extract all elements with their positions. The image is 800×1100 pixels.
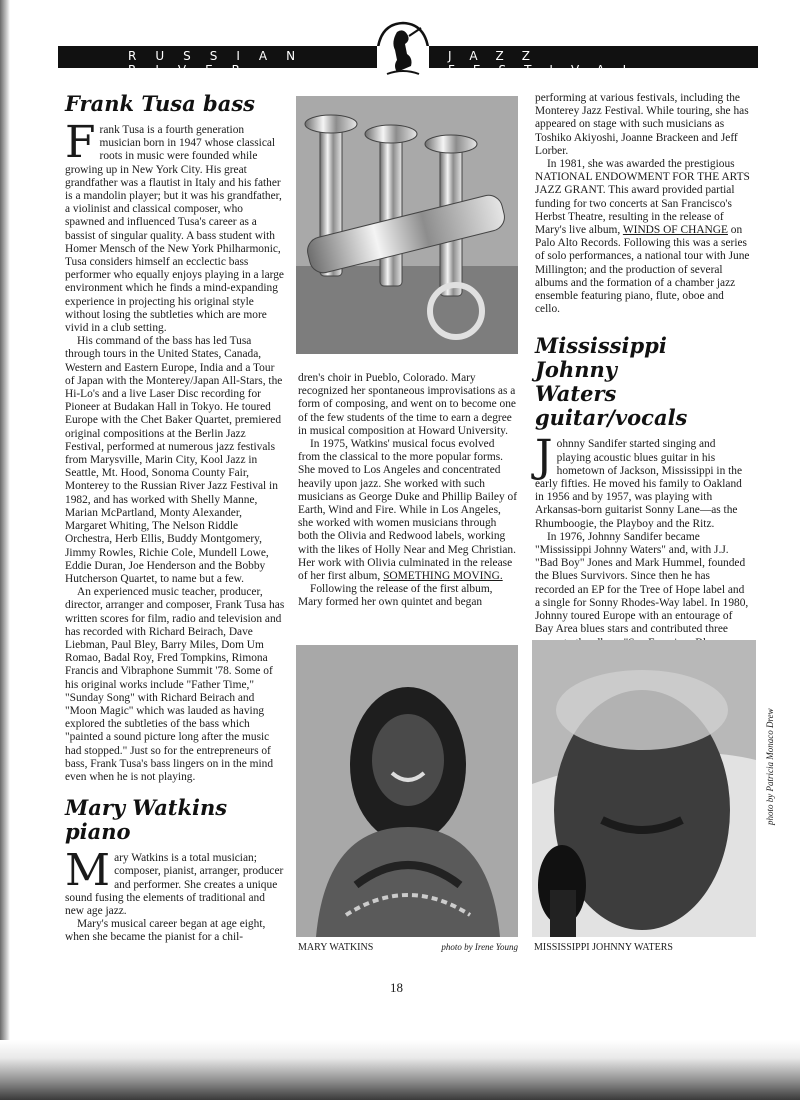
mary-watkins-paragraph <box>298 438 518 583</box>
paragraph-text: on Palo Alto Records. Following this was a series of solo performances, a national tour with June Millington; and the production of several albums and the formation of a chamber jazz ensemble featuring piano, flute, oboe and cello. <box>535 224 750 316</box>
frank-tusa-heading: Frank Tusa bass <box>65 91 255 116</box>
column-3 <box>535 92 751 676</box>
paragraph-text: In 1975, Watkins' musical focus evolved from the classical to the more popular forms. She moved to Los Angeles and concentrated heavily upon jazz. She worked with such musicians as George Duke and Phillip Bailey of Earth, Wind and Fire. While in Los Angeles, she worked with women musicians through both the Olivia and Redwood labels, working with the likes of Holly Near and Meg Christian. Her work with Olivia culminated in the release of her first album, <box>298 438 518 583</box>
mary-watkins-paragraph: Following the release of the first album, Mary formed her own quintet and began <box>298 583 493 609</box>
page-number: 18 <box>390 980 403 995</box>
mary-watkins-paragraph: performing at various festivals, including the Monterey Jazz Festival. While touring, she has appeared on stage with such musicians as Toshiko Akiyoshi, Joanne Brackeen and Jeff Lorber. <box>535 92 749 157</box>
johnny-waters-photo-credit: photo by Patricia Monaco Drew <box>765 708 775 825</box>
mary-watkins-heading: Mary Watkins piano <box>65 795 228 845</box>
frank-tusa-paragraph: rank Tusa is a fourth generation musician born in 1947 whose classical roots in music were founded while growing up in New York City. His great grandfather was a flautist in Italy and his father is a mandolin player; but it was his grandfather, a violinist and classical composer, who spawned and influenced Tusa's career as a bassist of singular quality. A bass student with Homer Mensch of the New York Philharmonic, Tusa considers himself an ecclectic bass performer who equally enjoys playing in a large environment which he finds a mind-expanding experience in projecting his original style without losing the subtleties which are more vivid in a club setting. <box>65 124 284 335</box>
mary-watkins-dropcap: M <box>65 845 111 897</box>
scan-edge-bottom <box>0 1040 800 1100</box>
heading-line: Mississippi Johnny <box>535 333 667 383</box>
album-title: SOMETHING MOVING. <box>383 570 503 583</box>
johnny-waters-dropcap: J <box>535 431 553 483</box>
banner-left-text: RUSSIAN RIVER <box>128 49 315 77</box>
trumpet-valves-photo <box>296 96 518 354</box>
frank-tusa-dropcap: F <box>65 117 96 168</box>
mary-watkins-photo <box>296 645 518 937</box>
frank-tusa-paragraph: His command of the bass has led Tusa through tours in the United States, Canada, Western and Eastern Europe, India and a Tour of Japan with the Monterey/Japan All-Stars, the Hi-Lo's and a live Laser Disc recording for Pioneer at Budakan Hall in Tokyo. He toured Europe with the Chet Baker Quartet, premiered original compositions at the Berlin Jazz Festival, performed at numerous jazz festivals from Marysville, Marin City, Kool Jazz in Seattle, Mt. Hood, Sonoma County Fair, Monterey to the Russian River Jazz Festival in 1982, and has worked with Shelly Manne, Marian McPartland, Monty Alexander, Margaret Whiting, The Nelson Riddle Orchestra, Herb Ellis, Buddy Montgomery, Jimmy Rowles, Richie Cole, Mundell Lowe, Eddie Duran, Joe Henderson and the Bobby Hutcherson Quartet, to name but a few. <box>65 335 283 585</box>
mary-watkins-photo-credit: photo by Irene Young <box>441 942 518 952</box>
scan-edge-left <box>0 0 10 1100</box>
mary-watkins-caption: MARY WATKINS <box>298 942 374 953</box>
johnny-waters-photo <box>532 640 756 937</box>
banner-right-text: JAZZ FESTIVAL <box>448 49 648 77</box>
saxophone-player-logo <box>373 20 433 78</box>
frank-tusa-paragraph: An experienced music teacher, producer, director, arranger and composer, Frank Tusa has written scores for film, radio and television and has recorded with Richard Beirach, Dave Liebman, Paul Bley, Barry Miles, Dom Um Romao, Badal Roy, Fred Tompkins, Rimona Francis and Vibraphone Summit '78. Some of his original works include "Father Time," "Sunday Song" with Richard Beirach and "Moon Magic" which was lauded as having explored the subtleties of the bass which "painted a sound picture long after the music had stopped." Just so for the entrepreneurs of bass, Frank Tusa's bass lingers on in the mind even when he is not playing. <box>65 586 285 783</box>
column-1 <box>65 92 285 945</box>
column-2 <box>298 372 518 610</box>
album-title: WINDS OF CHANGE <box>622 224 728 237</box>
johnny-waters-paragraph: ohnny Sandifer started singing and playing acoustic blues guitar in his hometown of Jackson, Mississippi in the early fifties. He moved his family to Oakland in 1956 and by 1957, was playing with Arkansas-born guitarist Sonny Lane—as the Rhumboogie, the Playboy and the Ritz. <box>535 438 743 530</box>
mary-watkins-paragraph: ary Watkins is a total musician; composer, pianist, arranger, producer and performer. She creates a unique sound fusing the elements of traditional and new age jazz. <box>65 852 284 917</box>
johnny-waters-paragraph: In 1976, Johnny Sandifer became "Mississippi Johnny Waters" and, with J.J. "Bad Boy" Jones and Mark Hummel, founded the Blues Survivors. Since then he has recorded an EP for the Tree of Hope label and a single for Sonny Rhodes-Way label. In 1980, Johnny toured Europe with an entourage of Bay Area blues stars and contributed three <box>535 530 749 636</box>
heading-line: Waters guitar/vocals <box>535 381 688 431</box>
mary-watkins-paragraph <box>535 158 751 316</box>
mary-watkins-paragraph: dren's choir in Pueblo, Colorado. Mary recognized her spontaneous improvisations as a form of composing, and went on to become one of the few students of the time to earn a degree in musical composition at Howard University. <box>298 372 516 437</box>
johnny-waters-heading <box>535 334 751 430</box>
paragraph-text: In 1981, she was awarded the prestigious NATIONAL ENDOWMENT FOR THE ARTS JAZZ GRANT. This award provided partial funding for two concerts at San Francisco's Herbst Theatre, resulting in the release of Mary's live album, <box>535 158 750 237</box>
mary-watkins-caption-row <box>298 942 518 953</box>
johnny-waters-caption: MISSISSIPPI JOHNNY WATERS <box>534 942 673 953</box>
mary-watkins-paragraph: Mary's musical career began at age eight, when she became the pianist for a chil- <box>65 918 266 944</box>
